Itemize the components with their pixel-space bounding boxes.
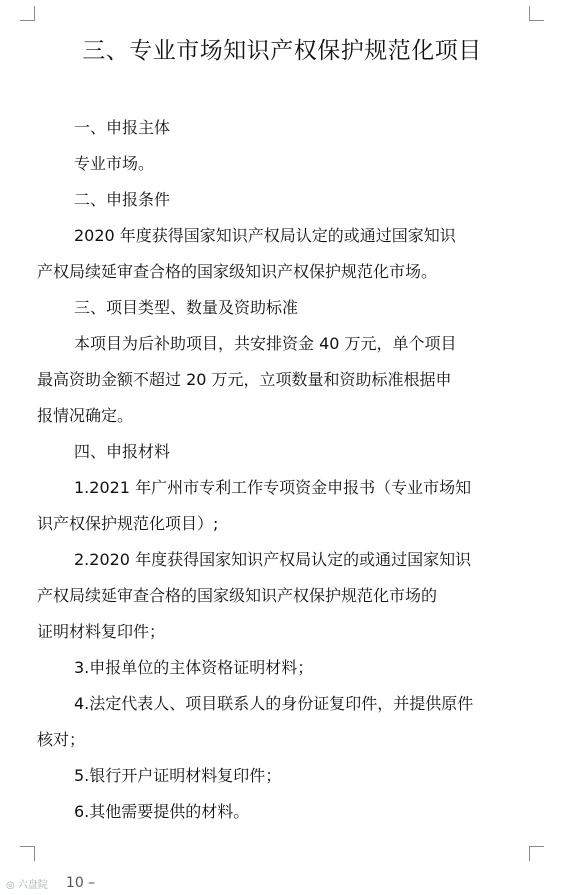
materials-item-2: 产权局续延审查合格的国家级知识产权保护规范化市场的 [37, 586, 438, 605]
materials-item-6: 6.其他需要提供的材料。 [74, 802, 250, 821]
section-heading-conditions: 二、申报条件 [74, 190, 171, 209]
section-heading-applicant: 一、申报主体 [74, 118, 171, 137]
watermark: ◎ 六盘院 [6, 879, 48, 891]
materials-item-5: 5.银行开户证明材料复印件； [74, 766, 282, 785]
crop-mark-bottom-left [20, 846, 35, 861]
paragraph-applicant: 专业市场。 [74, 154, 155, 173]
materials-item-2: 证明材料复印件； [37, 622, 166, 641]
paragraph-funding-line: 本项目为后补助项目，共安排资金 40 万元，单个项目 [74, 334, 457, 353]
materials-item-1: 1.2021 年广州市专利工作专项资金申报书（专业市场知 [74, 478, 472, 497]
crop-mark-top-right [529, 6, 544, 21]
document-body [37, 110, 533, 830]
section-heading-funding: 三、项目类型、数量及资助标准 [74, 298, 299, 317]
materials-item-2: 2.2020 年度获得国家知识产权局认定的或通过国家知识 [74, 550, 472, 569]
materials-item-1: 识产权保护规范化项目）; [37, 514, 219, 533]
page-footer [6, 875, 95, 891]
section-heading-materials: 四、申报材料 [74, 442, 171, 461]
paragraph-funding-line: 报情况确定。 [37, 406, 134, 425]
paragraph-conditions-line: 产权局续延审查合格的国家级知识产权保护规范化市场。 [37, 262, 438, 281]
page-number: 10 – [65, 875, 96, 891]
materials-item-4: 核对； [37, 730, 86, 749]
paragraph-conditions-line: 2020 年度获得国家知识产权局认定的或通过国家知识 [74, 226, 456, 245]
materials-item-4: 4.法定代表人、项目联系人的身份证复印件，并提供原件 [74, 694, 474, 713]
materials-item-3: 3.申报单位的主体资格证明材料； [74, 658, 314, 677]
paragraph-funding-line: 最高资助金额不超过 20 万元，立项数量和资助标准根据申 [37, 370, 452, 389]
page-title: 三、专业市场知识产权保护规范化项目 [82, 38, 482, 64]
crop-mark-top-left [20, 6, 35, 21]
crop-mark-bottom-right [529, 846, 544, 861]
